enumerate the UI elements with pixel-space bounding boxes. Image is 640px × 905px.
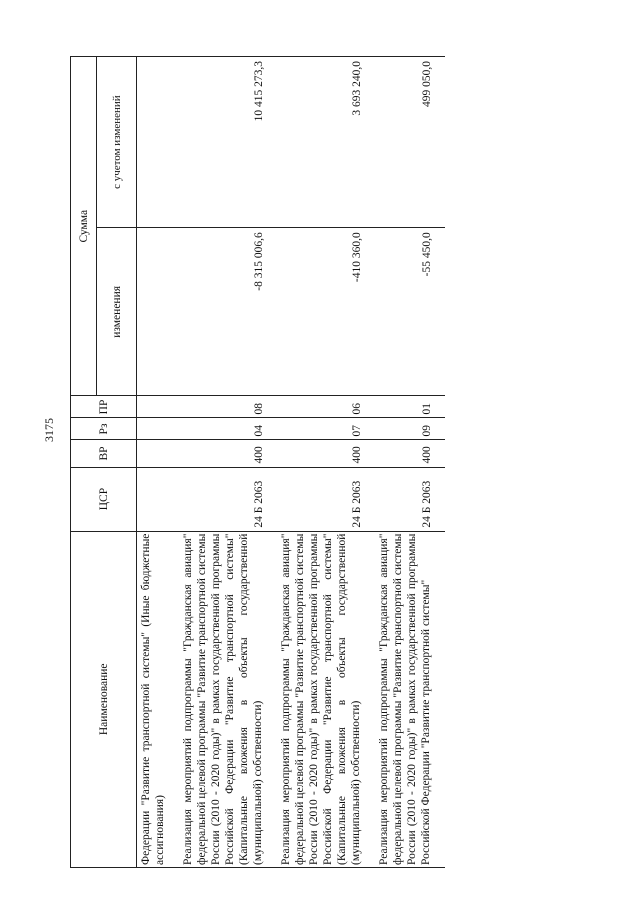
header-change: изменения (97, 228, 137, 396)
row-csr: 24 Б 2063 (179, 467, 277, 531)
page-number: 3175 (42, 418, 56, 442)
row-name: Федерации "Развитие транспортной системы" (Иные бюджетные ассигнования) (137, 531, 180, 867)
table-row (179, 57, 277, 868)
header-name: Наименование (71, 531, 137, 867)
row-pr: 08 (179, 396, 277, 418)
table-body (137, 57, 446, 868)
table-row (277, 57, 375, 868)
table-row (375, 57, 445, 868)
row-vr (137, 440, 180, 467)
row-rz: 07 (277, 418, 375, 440)
budget-table (70, 56, 445, 868)
row-pr: 06 (277, 396, 375, 418)
header-vr: ВР (71, 440, 137, 467)
row-rz: 09 (375, 418, 445, 440)
row-csr: 24 Б 2063 (375, 467, 445, 531)
row-name: Реализация мероприятий подпрограммы "Гражданская авиация" федеральной целевой программы "Развитие транспортной системы России (2010 - 2020 годы)" в рамках государственной программы Российской Федерации "Развитие транспортной системы" (Капитальные вложения в объекты государственной (муниципальной) собственности) (277, 531, 375, 867)
table-row (137, 57, 180, 868)
row-rz: 04 (179, 418, 277, 440)
row-pr (137, 396, 180, 418)
row-csr (137, 467, 180, 531)
row-change: -410 360,0 (277, 228, 375, 396)
row-vr: 400 (179, 440, 277, 467)
row-name: Реализация мероприятий подпрограммы "Гражданская авиация" федеральной целевой программы "Развитие транспортной системы России (2010 - 2020 годы)" в рамках государственной программы Российской Федерации "Развитие транспортной системы" (Капитальные вложения в объекты государственной (муниципальной) собственности) (179, 531, 277, 867)
header-rz: Рз (71, 418, 137, 440)
row-vr: 400 (277, 440, 375, 467)
row-change: -55 450,0 (375, 228, 445, 396)
row-rz (137, 418, 180, 440)
table-header (71, 57, 137, 868)
row-adjusted: 3 693 240,0 (277, 57, 375, 228)
header-adjusted: с учетом изменений (97, 57, 137, 228)
header-csr: ЦСР (71, 467, 137, 531)
row-pr: 01 (375, 396, 445, 418)
row-adjusted: 10 415 273,3 (179, 57, 277, 228)
row-csr: 24 Б 2063 (277, 467, 375, 531)
row-change: -8 315 006,6 (179, 228, 277, 396)
header-pr: ПР (71, 396, 137, 418)
row-name: Реализация мероприятий подпрограммы "Гражданская авиация" федеральной целевой программы "Развитие транспортной системы России (2010 - 2020 годы)" в рамках государственной программы Российской Федерации "Развитие транспортной системы" (375, 531, 445, 867)
row-adjusted (137, 57, 180, 228)
row-change (137, 228, 180, 396)
rotated-table-container (70, 56, 600, 868)
row-adjusted: 499 050,0 (375, 57, 445, 228)
row-vr: 400 (375, 440, 445, 467)
header-sum: Сумма (71, 57, 97, 396)
